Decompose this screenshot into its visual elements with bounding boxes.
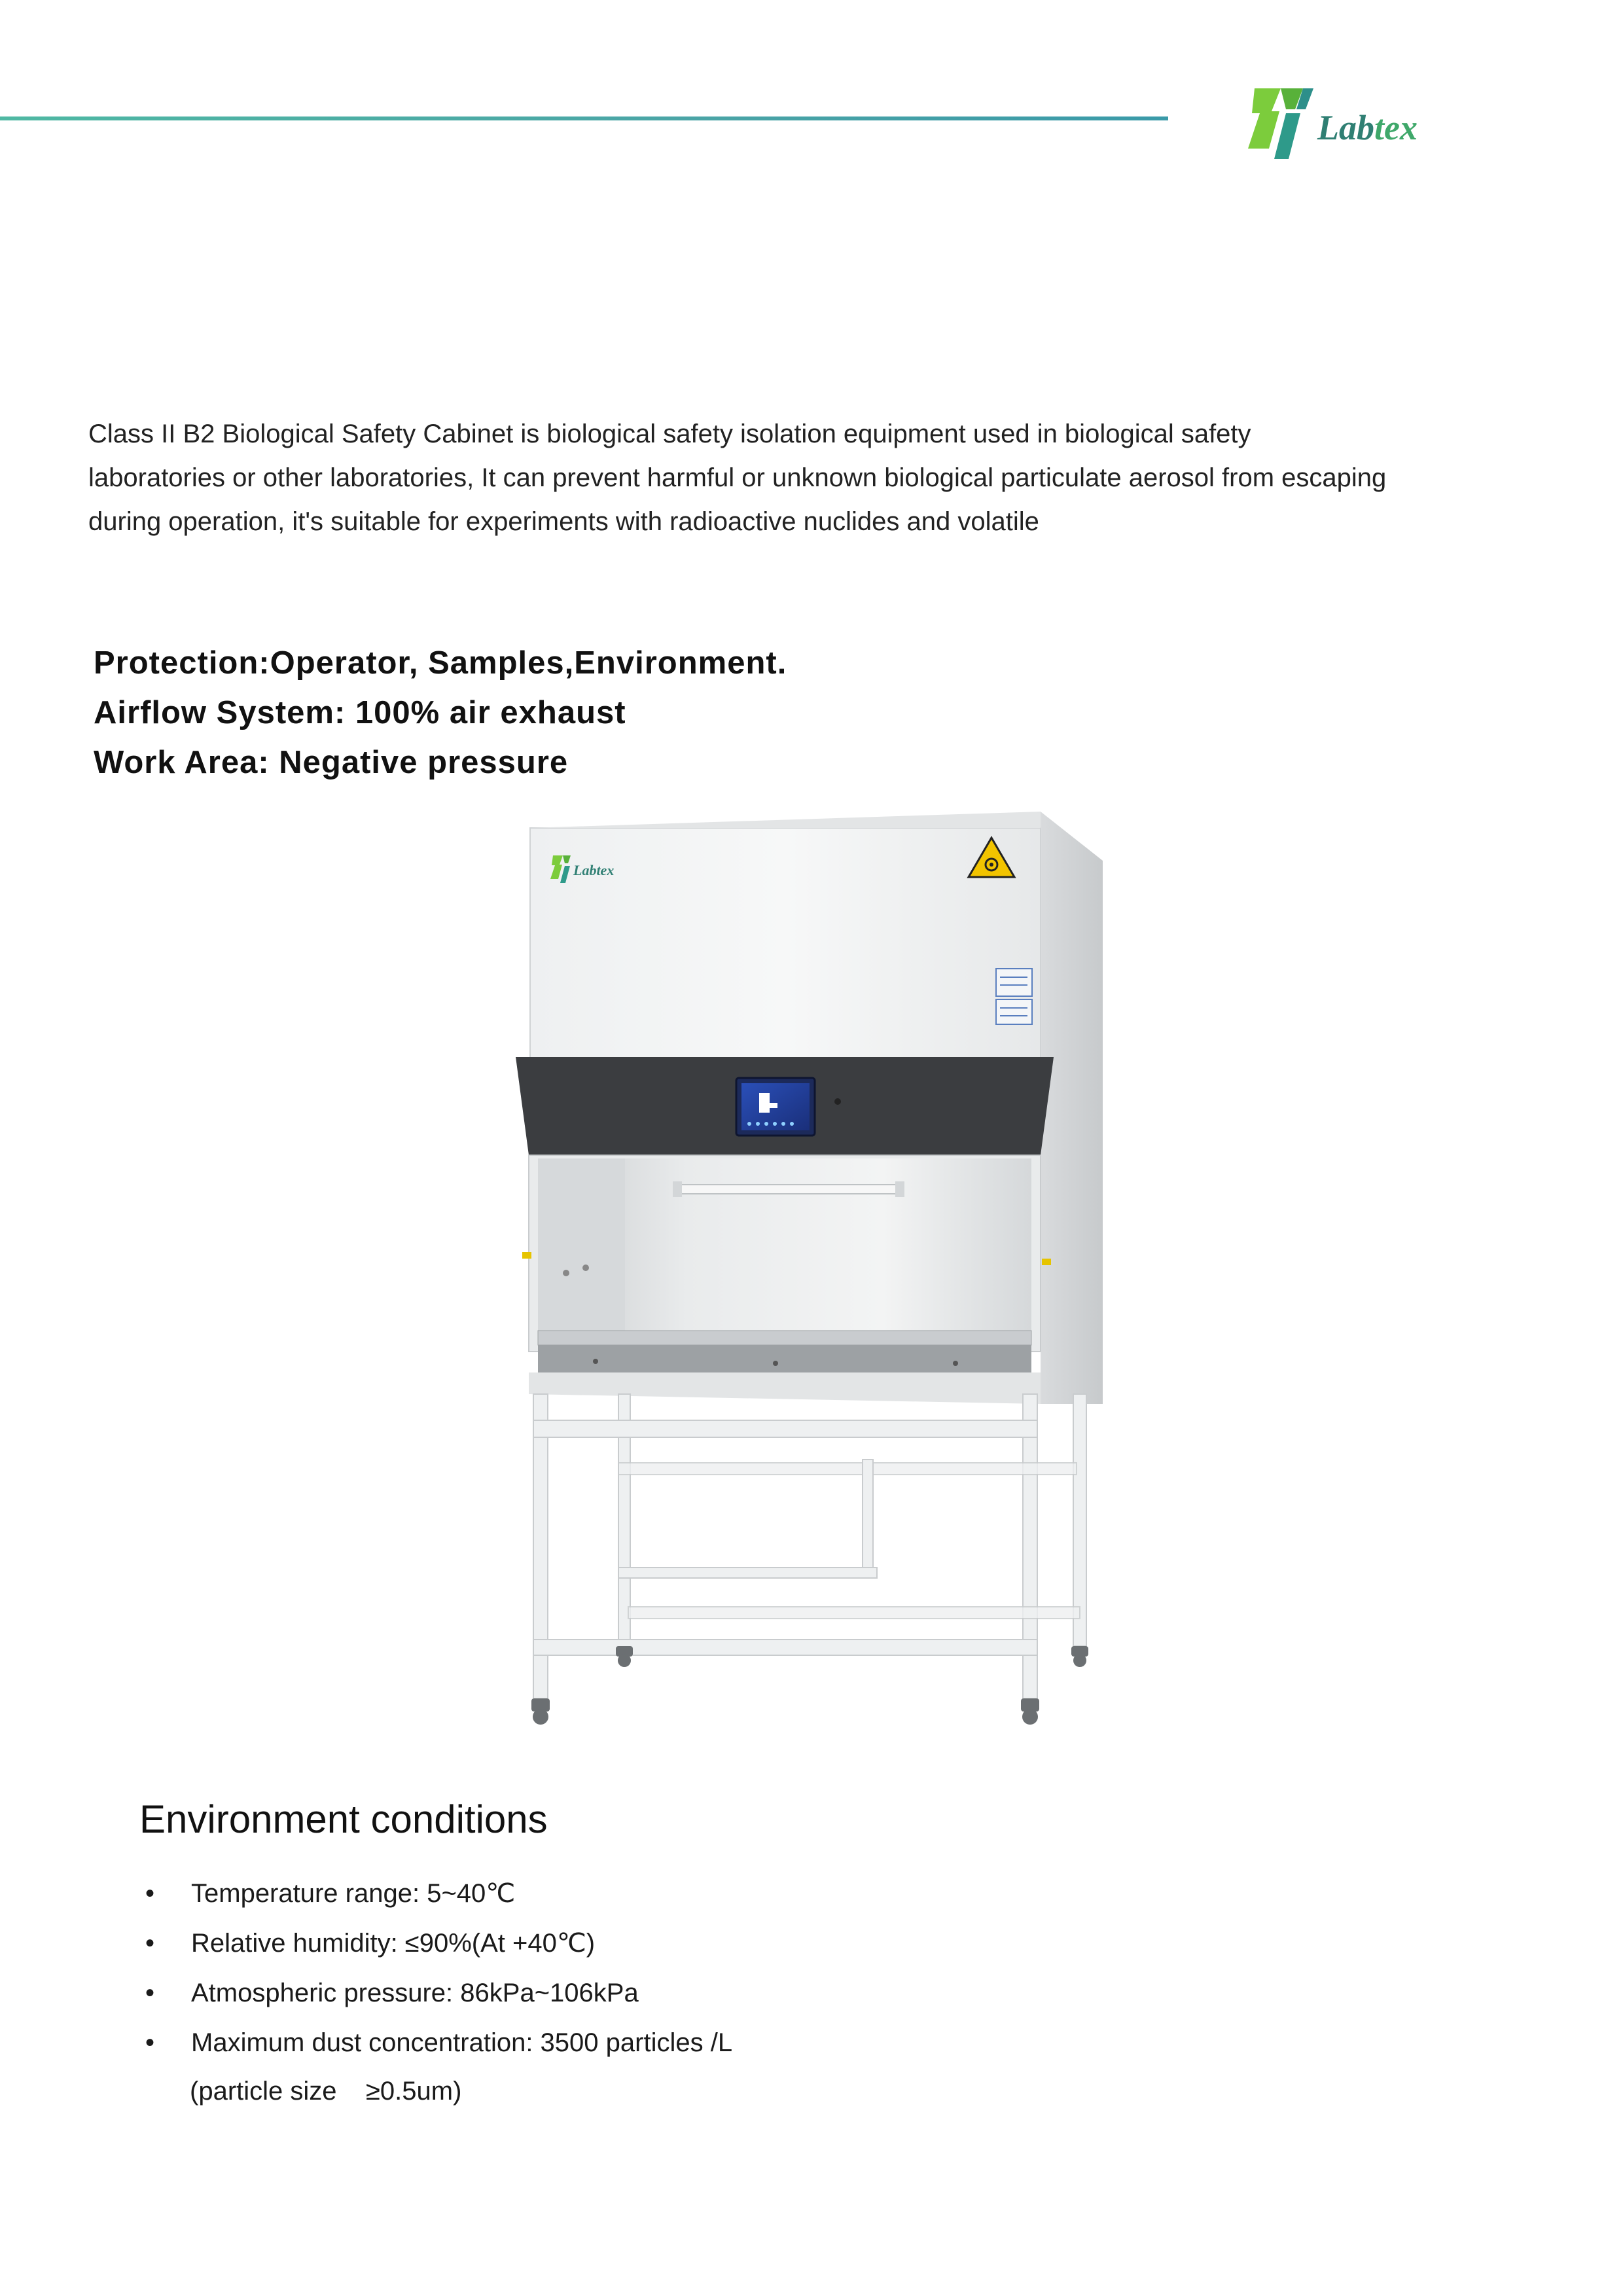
feature-airflow: Airflow System: 100% air exhaust	[94, 695, 626, 730]
touch-screen-display	[736, 1078, 815, 1136]
feature-list	[94, 638, 1075, 787]
feature-protection: Protection:Operator, Samples,Environment.	[94, 645, 787, 681]
list-item	[145, 2018, 1192, 2068]
condition-temperature: Temperature range: 5~40℃	[191, 1879, 516, 1908]
bullet-icon: •	[145, 1979, 155, 2007]
certification-labels	[996, 969, 1032, 1024]
condition-dust: Maximum dust concentration: 3500 particles /L	[191, 2028, 733, 2057]
bullet-icon: •	[145, 1879, 155, 1908]
cabinet-side-panel	[1041, 812, 1103, 1404]
caster-wheels	[531, 1646, 1088, 1725]
condition-pressure: Atmospheric pressure: 86kPa~106kPa	[191, 1979, 639, 2007]
environment-conditions-heading: Environment conditions	[139, 1797, 548, 1841]
list-item	[145, 1968, 1192, 2018]
particle-size-note: (particle size ≥0.5um)	[190, 2077, 462, 2106]
bullet-icon: •	[145, 1929, 155, 1958]
bullet-icon: •	[145, 2028, 155, 2057]
header-rule	[0, 117, 1168, 120]
feature-work-area: Work Area: Negative pressure	[94, 745, 569, 780]
environment-conditions-list	[145, 1869, 1192, 2068]
work-tray-front	[538, 1345, 1031, 1372]
condition-humidity: Relative humidity: ≤90%(At +40℃)	[191, 1929, 596, 1958]
list-item	[145, 1918, 1192, 1968]
svg-text:Labtex: Labtex	[1317, 108, 1418, 147]
labtex-logo-icon	[1240, 75, 1489, 167]
svg-text:Labtex: Labtex	[573, 862, 615, 878]
list-item	[145, 1869, 1192, 1918]
biosafety-cabinet-image	[497, 802, 1126, 1751]
product-description: Class II B2 Biological Safety Cabinet is biological safety isolation equipment used in biological safety laboratories or other laboratories, It can prevent harmful or unknown biological particulate aerosol from escaping during operation, it's suitable for experiments with radioactive nuclides and volatile	[88, 420, 1387, 536]
labtex-logo	[1240, 75, 1489, 167]
